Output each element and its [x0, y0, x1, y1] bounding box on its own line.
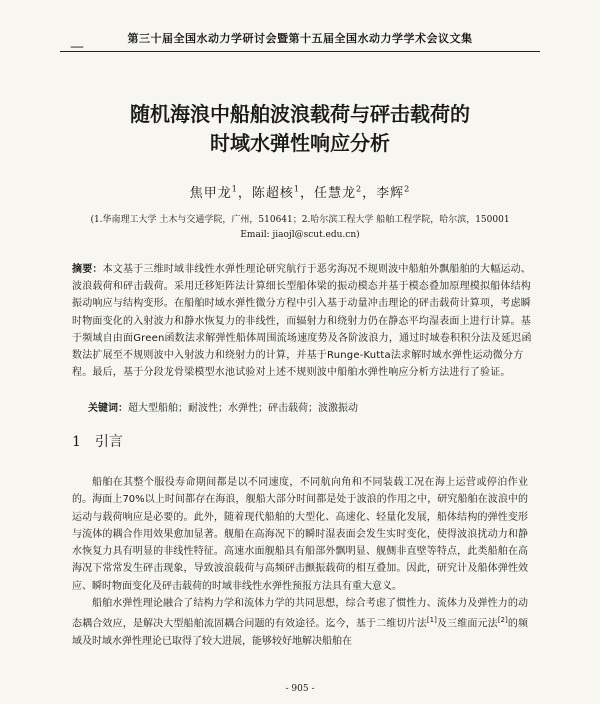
paragraph-text: 及三维面元法	[436, 618, 498, 630]
author-name: 任慧龙	[314, 186, 357, 201]
contact-email: Email: jiaojl@scut.edu.cn)	[240, 230, 360, 240]
author-affiliation-mark: 2	[356, 184, 363, 194]
abstract-text: 本文基于三维时域非线性水弹性理论研究航行于恶劣海况不规则波中船舶外飘船舶的大幅运动、波浪载荷和砰击载荷。采用迁移矩阵法计算细长型船体梁的振动模态并基于模态叠加原理模拟船体结构振动响应与结构变形。在船舶时域水弹性微分方程中引入基于动量冲击理论的砰击载荷计算项，考虑瞬时物面变化的入射波力和静水恢复力的非线性，而辐射力和绕射力仍在静态平均湿表面上进行计算。基于频域自由面Green函数法求解弹性船体周围流场速度势及各阶波浪力，通过时域卷积积分法及延迟函数法扩展至不规则波中入射波力和绕射力的计算，并基于Runge-Kutta法求解时域水弹性运动微分方程。最后，基于分段龙骨梁模型水池试验对上述不规则波中船舶水弹性响应分析方法进行了验证。	[72, 264, 532, 379]
keywords-text: 超大型船舶；耐波性；水弹性；砰击载荷；波激振动	[128, 403, 358, 414]
header-divider	[60, 51, 540, 52]
citation-ref: [1]	[426, 616, 437, 625]
abstract-label: 摘要：	[72, 264, 103, 275]
paragraph-text: 船舶水弹性理论融合了结构力学和流体力学的共同思想，综合考虑了惯性力、流体力及弹性力的动态耦合效应，是解决大型船舶流固耦合问题的有效途径。迄今，基于二维切片法	[72, 598, 528, 630]
keywords	[88, 401, 528, 417]
running-header: 第三十届全国水动力学研讨会暨第十五届全国水动力学学术会议文集	[127, 32, 473, 45]
author-separator: ，	[362, 186, 377, 201]
section-title: 引言	[94, 434, 123, 450]
paragraph: 船舶在其整个服役寿命期间都是以不同速度，不同航向角和不同装载工况在海上运营或停泊作业的。海面上70%以上时间都存在海浪，舰船大部分时间都是处于波浪的作用之中，研究船舶在波浪中的运动与载荷响应是必要的。此外，随着现代船舶的大型化、高速化、轻量化发展，船体结构的弹性变形与流体的耦合作用效果愈加显著。舰船在高海况下的瞬时湿表面会发生实时变化，使得波浪扰动力和静水恢复力具有明显的非线性特征。高速水面舰船具有船部外飘明显、舰侧非直壁等特点，此类船舶在高海况下常常发生砰击现象，导致波浪载荷与高频砰击颤振载荷的相互叠加。因此，研究计及船体弹性效应、瞬时物面变化及砰击载荷的时域非线性水弹性预报方法具有重大意义。	[72, 477, 528, 592]
author-name: 李辉	[376, 186, 405, 201]
paragraph	[72, 595, 528, 650]
body-text	[72, 474, 528, 650]
page-number: - 905 -	[285, 684, 315, 694]
author-separator: ，	[299, 186, 314, 201]
author-name: 焦甲龙	[189, 186, 232, 201]
title-line-1: 随机海浪中船舶波浪载荷与砰击载荷的	[130, 102, 470, 126]
author-list	[60, 182, 540, 201]
author-name: 陈超核	[251, 186, 294, 201]
author-affiliation-mark: 1	[231, 184, 238, 194]
author-separator: ，	[237, 186, 252, 201]
affiliation: (1.华南理工大学 土木与交通学院，广州，510641；2.哈尔滨工程大学 船舶工程学院，哈尔滨，150001	[90, 215, 510, 225]
author-affiliation-mark: 2	[404, 184, 411, 194]
paragraph-text: 的频域及时域水弹性理论已取得了较大进展，能够较好地解决船舶在	[72, 618, 529, 647]
section-heading	[72, 431, 123, 451]
section-number: 1	[72, 434, 81, 450]
paper-title	[40, 100, 560, 158]
author-affiliation-mark: 1	[293, 184, 300, 194]
abstract	[72, 261, 532, 381]
title-line-2: 时域水弹性响应分析	[210, 131, 390, 155]
citation-ref: [2]	[497, 616, 508, 625]
keywords-label: 关键词：	[88, 403, 128, 414]
header-mark: —	[70, 39, 84, 55]
